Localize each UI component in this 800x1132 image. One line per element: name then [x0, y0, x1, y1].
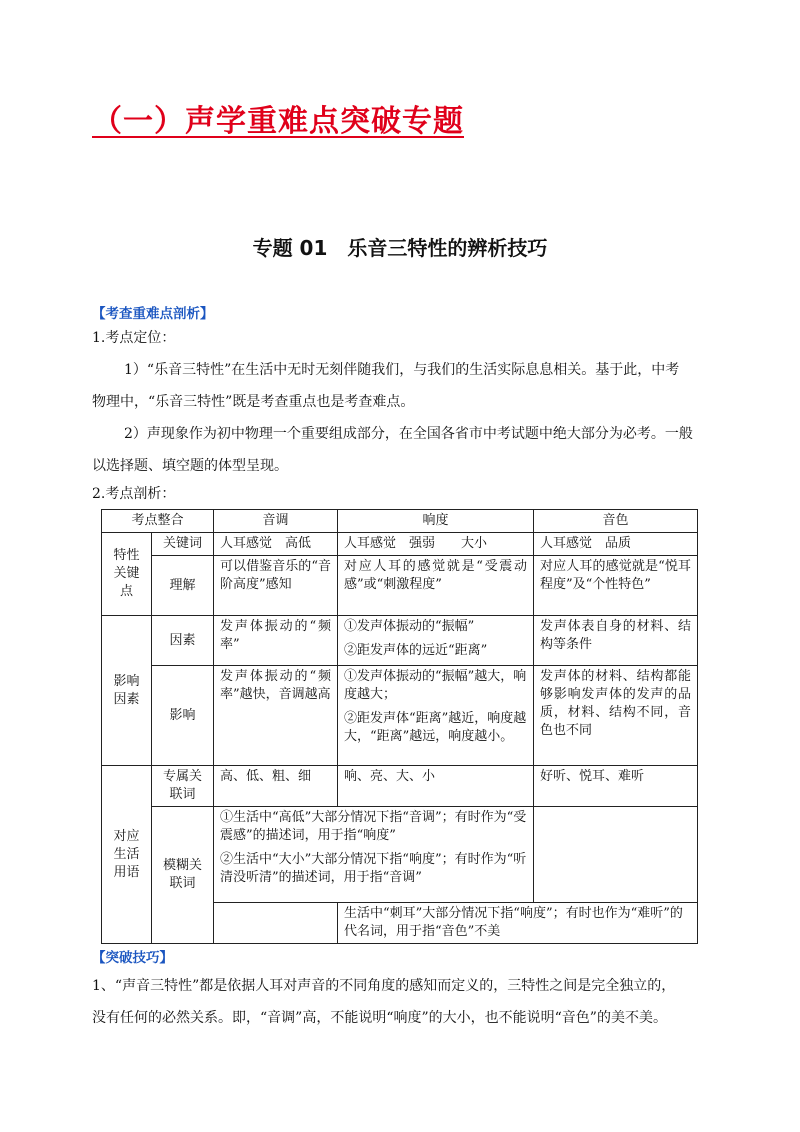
section-heading-techniques: 【突破技巧】	[92, 950, 173, 966]
group-label-daily-language: 对应生活用语	[102, 766, 152, 944]
cell-timbre-understanding: 对应人耳的感觉就是“悦耳程度”及“个性特色”	[534, 556, 698, 616]
loudness-influence-2: ②距发声体“距离”越近，响度越大，“距离”越远，响度越小。	[344, 711, 527, 744]
cell-timbre-factor: 发声体表自身的材料、结构等条件	[534, 616, 698, 666]
row-label-exclusive-words: 专属关联词	[152, 766, 214, 807]
paragraph-2-line-1: 2）声现象作为初中物理一个重要组成部分，在全国各省市中考试题中绝大部分为必考。一般	[124, 426, 693, 442]
point2-title: 2.考点剖析：	[92, 486, 176, 502]
cell-timbre-influence: 发声体的材料、结构都能够影响发声体的发声的品质，材料、结构不同，音色也不同	[534, 666, 698, 766]
group-label-characteristics: 特性关键点	[102, 533, 152, 616]
cell-pitch-keywords: 人耳感觉 高低	[214, 533, 338, 556]
fuzzy-note-1: ①生活中“高低”大部分情况下指“音调”；有时作为“受震感”的描述词，用于指“响度”	[220, 810, 527, 843]
section-heading-analysis: 【考查重难点剖析】	[92, 306, 214, 322]
row-label-understanding: 理解	[152, 556, 214, 616]
cell-loudness-keywords: 人耳感觉 强弱 大小	[338, 533, 534, 556]
table-row	[102, 533, 698, 556]
cell-loudness-factor	[338, 616, 534, 666]
cell-loudness-exclusive-words: 响、亮、大、小	[338, 766, 534, 807]
row-label-influence: 影响	[152, 666, 214, 766]
group-label-factors: 影响因素	[102, 616, 152, 766]
paragraph-1-line-2: 物理中，“乐音三特性”既是考查重点也是考查难点。	[92, 394, 415, 410]
cell-fuzzy-empty	[534, 807, 698, 903]
header-loudness: 响度	[338, 510, 534, 533]
cell-pitch-understanding: 可以借鉴音乐的“音阶高度”感知	[214, 556, 338, 616]
cell-fuzzy-loudness-timbre: 生活中“刺耳”大部分情况下指“响度”；有时也作为“难听”的代名词，用于指“音色”不美	[338, 903, 698, 944]
table-row	[102, 766, 698, 807]
analysis-table	[101, 509, 698, 944]
cell-loudness-understanding: 对应人耳的感觉就是“受震动感”或“刺激程度”	[338, 556, 534, 616]
row-label-keywords: 关键词	[152, 533, 214, 556]
cell-pitch-factor: 发声体振动的“频率”	[214, 616, 338, 666]
row-label-fuzzy-words: 模糊关联词	[152, 807, 214, 944]
table-row	[102, 666, 698, 766]
cell-pitch-exclusive-words: 高、低、粗、细	[214, 766, 338, 807]
sub-title: 专题 01 乐音三特性的辨析技巧	[252, 236, 548, 260]
loudness-factor-2: ②距发声体的远近“距离”	[344, 643, 488, 658]
row-label-factor: 因素	[152, 616, 214, 666]
loudness-factor-1: ①发声体振动的“振幅”	[344, 619, 475, 634]
technique-line-2: 没有任何的必然关系。即，“音调”高，不能说明“响度”的大小，也不能说明“音色”的美不美。	[92, 1010, 667, 1026]
cell-loudness-influence	[338, 666, 534, 766]
header-integrate: 考点整合	[102, 510, 214, 533]
table-row	[102, 556, 698, 616]
cell-fuzzy-pitch-loudness	[214, 807, 534, 903]
loudness-influence-1: ①发声体振动的“振幅”越大，响度越大；	[344, 669, 527, 702]
paragraph-2-line-2: 以选择题、填空题的体型呈现。	[92, 458, 288, 474]
table-row	[102, 616, 698, 666]
cell-timbre-keywords: 人耳感觉 品质	[534, 533, 698, 556]
header-timbre: 音色	[534, 510, 698, 533]
point1-title: 1.考点定位：	[92, 330, 176, 346]
table-header-row	[102, 510, 698, 533]
paragraph-1-line-1: 1）“乐音三特性”在生活中无时无刻伴随我们，与我们的生活实际息息相关。基于此，中考	[124, 362, 680, 378]
fuzzy-note-2: ②生活中“大小”大部分情况下指“响度”；有时作为“听清没听清”的描述词，用于指“音调”	[220, 852, 527, 885]
table-row	[102, 807, 698, 903]
header-pitch: 音调	[214, 510, 338, 533]
technique-line-1: 1、“声音三特性”都是依据人耳对声音的不同角度的感知而定义的，三特性之间是完全独立的，	[92, 978, 676, 994]
main-title: （一）声学重难点突破专题	[92, 104, 464, 139]
cell-pitch-influence: 发声体振动的“频率”越快，音调越高	[214, 666, 338, 766]
cell-timbre-exclusive-words: 好听、悦耳、难听	[534, 766, 698, 807]
cell-fuzzy-pitch-empty	[214, 903, 338, 944]
